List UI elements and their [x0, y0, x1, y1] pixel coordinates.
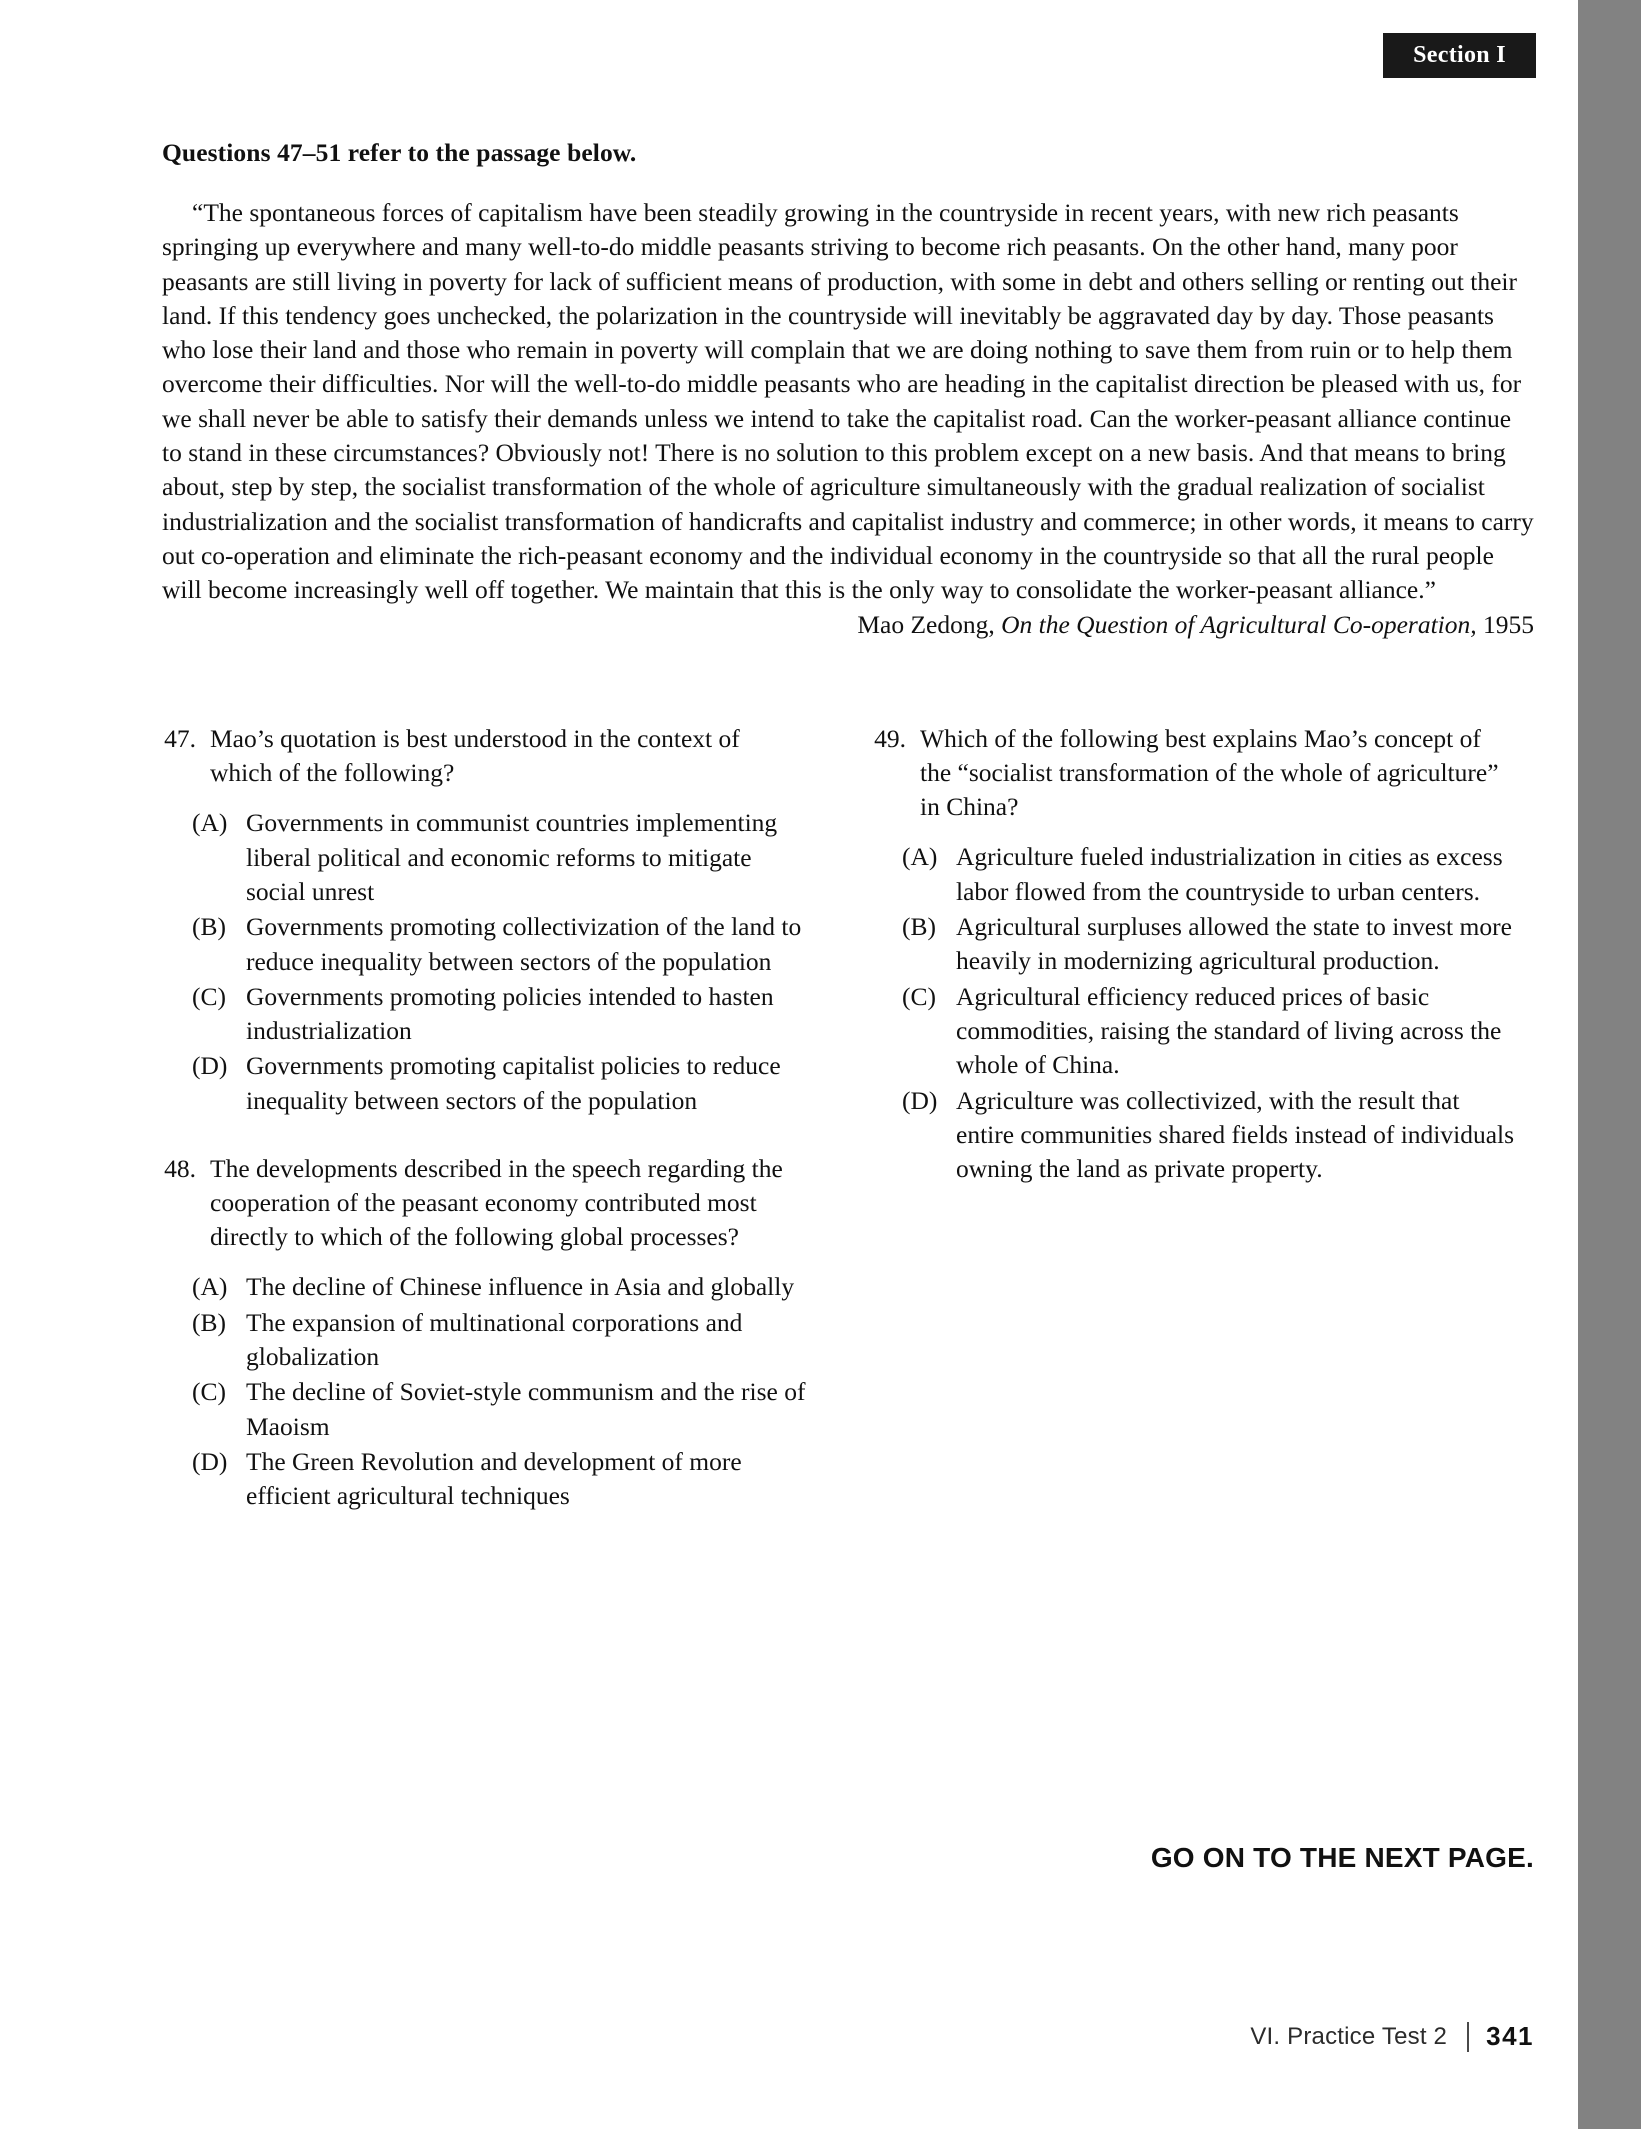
- question-48-choices: [162, 1270, 848, 1513]
- choice-letter: (B): [902, 912, 936, 942]
- choice-text: The Green Revolution and development of more efficient agricultural techniques: [246, 1446, 742, 1511]
- page-edge-bar: [1578, 0, 1641, 2129]
- attribution-title: On the Question of Agricultural Co-operation,: [1001, 610, 1477, 639]
- question-49-choices: [872, 840, 1534, 1186]
- choice-text: Governments promoting policies intended to hasten industrialization: [246, 981, 774, 1046]
- choice-48-c[interactable]: [162, 1375, 848, 1444]
- choice-letter: (A): [192, 808, 228, 838]
- question-49-text: Which of the following best explains Mao’s concept of the “socialist transformation of the whole of agriculture” in China?: [920, 724, 1499, 822]
- question-48-stem: [162, 1152, 848, 1254]
- choice-text: The decline of Chinese influence in Asia and globally: [246, 1272, 795, 1302]
- choice-letter: (B): [192, 1307, 226, 1337]
- choice-text: Governments in communist countries implementing liberal political and economic reforms to mitigate social unrest: [246, 808, 778, 906]
- questions-column-left: [162, 722, 848, 1544]
- questions-column-right: [848, 722, 1534, 1544]
- question-47-stem: [162, 722, 848, 790]
- choice-text: Agriculture was collectivized, with the result that entire communities shared fields instead of individuals owning the land as private property.: [956, 1085, 1515, 1184]
- choice-letter: (D): [192, 1051, 228, 1081]
- footer-page-number: 341: [1486, 2021, 1534, 2051]
- page-footer: [1250, 2021, 1534, 2052]
- question-48-text: The developments described in the speech regarding the cooperation of the peasant economy contributed most directly to which of the following global processes?: [210, 1153, 783, 1252]
- attribution-author: Mao Zedong,: [857, 610, 1002, 639]
- choice-47-a[interactable]: [162, 806, 848, 909]
- choice-text: Agricultural surpluses allowed the state to invest more heavily in modernizing agricultural production.: [956, 912, 1512, 976]
- choice-text: The expansion of multinational corporations and globalization: [246, 1307, 743, 1372]
- choice-48-d[interactable]: [162, 1445, 848, 1514]
- questions-columns: [162, 722, 1534, 1544]
- question-47-text: Mao’s quotation is best understood in the context of which of the following?: [210, 724, 740, 788]
- passage-attribution: [162, 608, 1534, 642]
- attribution-year: 1955: [1476, 610, 1534, 639]
- choice-letter: (A): [192, 1272, 228, 1302]
- choice-letter: (C): [192, 981, 226, 1011]
- question-47-choices: [162, 806, 848, 1118]
- choice-49-b[interactable]: [872, 910, 1534, 979]
- choice-letter: (D): [902, 1085, 938, 1115]
- question-47: [162, 722, 848, 1118]
- choice-49-a[interactable]: [872, 840, 1534, 909]
- go-on-notice: GO ON TO THE NEXT PAGE.: [1150, 1842, 1534, 1873]
- question-48-number: 48.: [164, 1153, 196, 1183]
- choice-letter: (A): [902, 842, 938, 872]
- choice-letter: (B): [192, 912, 226, 942]
- choice-letter: (D): [192, 1446, 228, 1476]
- choice-48-b[interactable]: [162, 1306, 848, 1375]
- choice-letter: (C): [192, 1377, 226, 1407]
- question-49: [872, 722, 1534, 1186]
- choice-47-c[interactable]: [162, 980, 848, 1049]
- choice-letter: (C): [902, 981, 936, 1011]
- question-49-stem: [872, 722, 1534, 824]
- choice-49-c[interactable]: [872, 980, 1534, 1083]
- question-47-number: 47.: [164, 724, 196, 753]
- passage-heading: Questions 47–51 refer to the passage below.: [162, 138, 637, 167]
- choice-47-d[interactable]: [162, 1049, 848, 1118]
- choice-text: Agricultural efficiency reduced prices of basic commodities, raising the standard of living across the whole of China.: [956, 981, 1502, 1080]
- choice-text: Governments promoting capitalist policies to reduce inequality between sectors of the population: [246, 1051, 781, 1115]
- choice-48-a[interactable]: [162, 1270, 848, 1304]
- choice-47-b[interactable]: [162, 910, 848, 979]
- choice-text: Governments promoting collectivization of the land to reduce inequality between sectors of the population: [246, 912, 802, 976]
- choice-text: The decline of Soviet-style communism and the rise of Maoism: [246, 1377, 806, 1441]
- choice-49-d[interactable]: [872, 1084, 1534, 1187]
- question-49-number: 49.: [874, 724, 906, 753]
- passage-text: “The spontaneous forces of capitalism have been steadily growing in the countryside in recent years, with new rich peasants springing up everywhere and many well-to-do middle peasants striving to become rich peasants. On the other hand, many poor peasants are still living in poverty for lack of sufficient means of production, with some in debt and others selling or renting out their land. If this tendency goes unchecked, the polarization in the countryside will inevitably be aggravated day by day. Those peasants who lose their land and those who remain in poverty will complain that we are doing nothing to save them from ruin or to help them overcome their difficulties. Nor will the well-to-do middle peasants who are heading in the capitalist direction be pleased with us, for we shall never be able to satisfy their demands unless we intend to take the capitalist road. Can the worker-peasant alliance continue to stand in these circumstances? Obviously not! There is no solution to this problem except on a new basis. And that means to bring about, step by step, the socialist transformation of the whole of agriculture simultaneously with the gradual realization of socialist industrialization and the socialist transformation of handicrafts and capitalist industry and commerce; in other words, it means to carry out co-operation and eliminate the rich-peasant economy and the individual economy in the countryside so that all the rural people will become increasingly well off together. We maintain that this is the only way to consolidate the worker-peasant alliance.”: [162, 198, 1534, 605]
- footer-divider: [1467, 2022, 1469, 2052]
- section-badge: Section I: [1383, 33, 1536, 78]
- choice-text: Agriculture fueled industrialization in cities as excess labor flowed from the countryside to urban centers.: [956, 842, 1503, 906]
- question-48: [162, 1152, 848, 1514]
- footer-section-label: VI. Practice Test 2: [1250, 2022, 1448, 2050]
